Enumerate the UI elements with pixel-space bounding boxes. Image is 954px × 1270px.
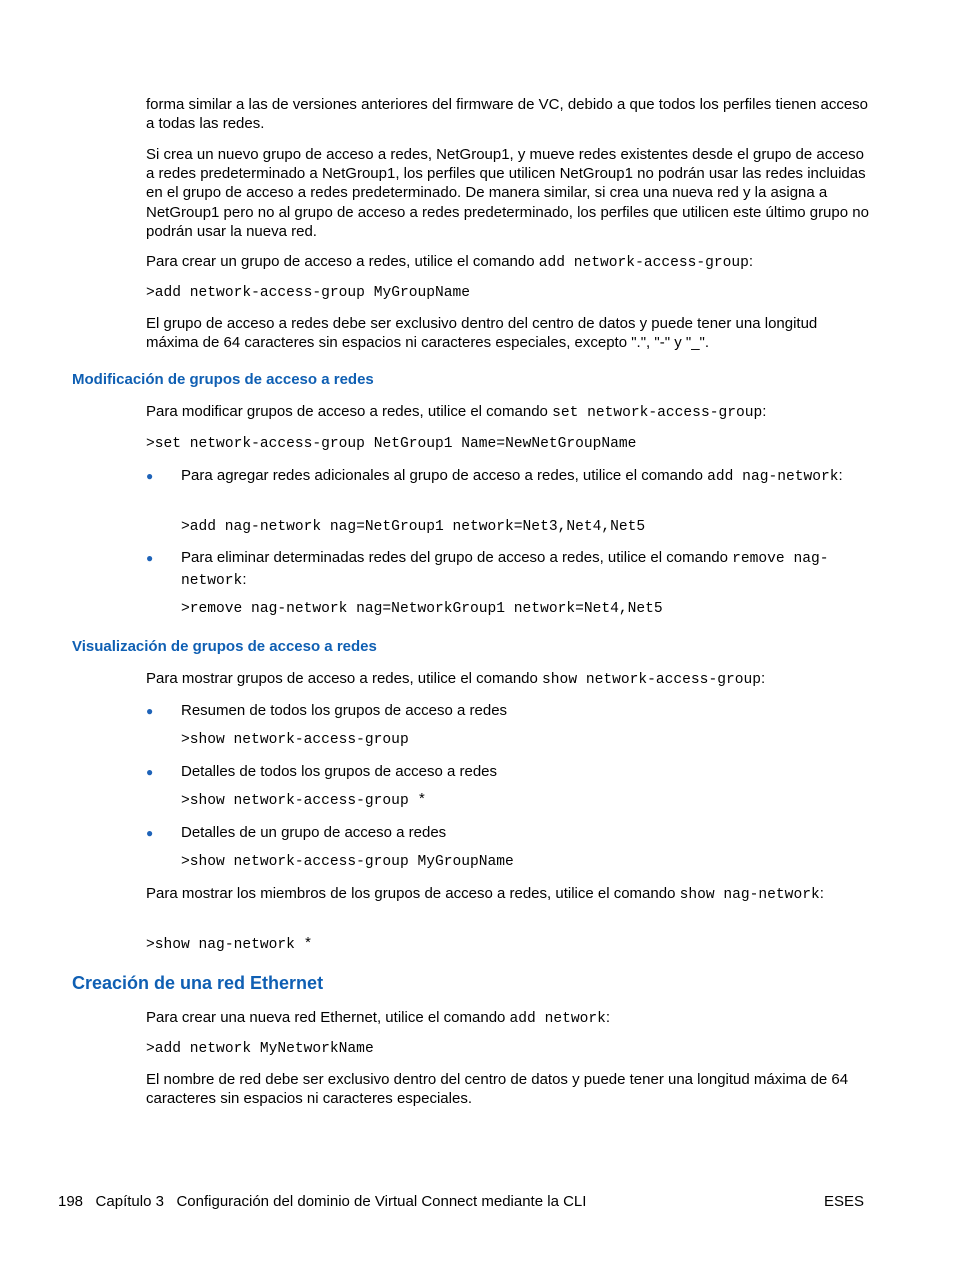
punct: : xyxy=(761,670,766,687)
bullet-add-networks xyxy=(181,466,871,488)
paragraph-netgroup-example: Si crea un nuevo grupo de acceso a redes, NetGroup1, y mueve redes existentes desde el grupo de acceso a redes predeterminado a NetGroup1, los perfiles que utilicen NetGroup1 no podrán usar las redes incluidas en el grupo de acceso a redes predeterminado. De manera similar, si crea una nueva red y la asigna a NetGroup1 pero no al grupo de acceso a redes predeterminado, los perfiles que utilicen este último grupo no podrán usar la nueva red. xyxy=(146,146,869,240)
text: Para mostrar los miembros de los grupos de acceso a redes, utilice el comando xyxy=(146,885,680,902)
punct: : xyxy=(242,570,247,588)
paragraph-modify-intro xyxy=(146,402,871,423)
code-show-network-access-group-all: >show network-access-group * xyxy=(181,793,427,809)
bullet-remove-networks xyxy=(181,548,871,591)
bullet-icon: ● xyxy=(146,765,154,779)
punct: : xyxy=(762,403,767,420)
code-remove-nag-network: >remove nag-network nag=NetworkGroup1 network=Net4,Net5 xyxy=(181,601,663,617)
code-add-nag-network: >add nag-network nag=NetGroup1 network=Net3,Net4,Net5 xyxy=(181,519,646,535)
bullet-details-all: Detalles de todos los grupos de acceso a redes xyxy=(181,763,498,780)
paragraph-network-constraints: El nombre de red debe ser exclusivo dentro del centro de datos y puede tener una longitud máxima de 64 caracteres sin espacios ni caracteres especiales. xyxy=(146,1071,849,1108)
punct: : xyxy=(838,467,843,484)
text: Para agregar redes adicionales al grupo de acceso a redes, utilice el comando xyxy=(181,467,708,484)
inline-command: show network-access-group xyxy=(542,672,761,688)
chapter-label: Capítulo 3 xyxy=(95,1193,164,1210)
footer-lang: ESES xyxy=(824,1193,865,1210)
code-add-network-access-group: >add network-access-group MyGroupName xyxy=(146,285,471,301)
punct: : xyxy=(819,885,824,902)
paragraph-firmware-note: forma similar a las de versiones anteriores del firmware de VC, debido a que todos los perfiles tienen acceso a todas las redes. xyxy=(146,96,869,133)
paragraph-group-constraints: El grupo de acceso a redes debe ser exclusivo dentro del centro de datos y puede tener una longitud máxima de 64 caracteres sin espacios ni caracteres especiales, excepto ".", "-" y "_". xyxy=(146,315,818,352)
bullet-summary-all: Resumen de todos los grupos de acceso a redes xyxy=(181,702,508,719)
inline-command: add network xyxy=(509,1011,606,1027)
code-show-network-access-group: >show network-access-group xyxy=(181,732,409,748)
inline-command: remove nag-network xyxy=(181,551,829,589)
text: Para mostrar grupos de acceso a redes, utilice el comando xyxy=(146,670,543,687)
heading-create-ethernet: Creación de una red Ethernet xyxy=(72,973,324,993)
code-set-network-access-group: >set network-access-group NetGroup1 Name=NewNetGroupName xyxy=(146,436,637,452)
punct: : xyxy=(605,1009,611,1026)
bullet-icon: ● xyxy=(146,826,154,840)
punct: : xyxy=(748,253,754,270)
inline-command: add nag-network xyxy=(707,469,839,485)
paragraph-view-intro xyxy=(146,669,871,690)
inline-command: show nag-network xyxy=(679,887,820,903)
heading-view-groups: Visualización de grupos de acceso a redes xyxy=(72,638,377,655)
paragraph-ethernet-intro xyxy=(146,1008,871,1029)
code-show-nag-network: >show nag-network * xyxy=(146,937,313,953)
heading-modify-groups: Modificación de grupos de acceso a redes xyxy=(72,371,374,388)
text: Para crear un grupo de acceso a redes, utilice el comando xyxy=(146,253,539,270)
footer-left xyxy=(58,1192,586,1211)
bullet-icon: ● xyxy=(146,469,154,483)
text: Para modificar grupos de acceso a redes, utilice el comando xyxy=(146,403,553,420)
chapter-title: Configuración del dominio de Virtual Connect mediante la CLI xyxy=(176,1193,587,1210)
inline-command: add network-access-group xyxy=(538,255,749,271)
inline-command: set network-access-group xyxy=(552,405,763,421)
paragraph-create-group xyxy=(146,252,871,273)
code-show-network-access-group-name: >show network-access-group MyGroupName xyxy=(181,854,514,870)
text: Para crear una nueva red Ethernet, utilice el comando xyxy=(146,1009,510,1026)
paragraph-show-members xyxy=(146,884,871,906)
code-add-network: >add network MyNetworkName xyxy=(146,1041,374,1057)
bullet-icon: ● xyxy=(146,704,154,718)
bullet-icon: ● xyxy=(146,551,154,565)
text: Para eliminar determinadas redes del grupo de acceso a redes, utilice el comando xyxy=(181,549,733,566)
bullet-details-one: Detalles de un grupo de acceso a redes xyxy=(181,824,447,841)
page-number: 198 xyxy=(58,1193,84,1210)
